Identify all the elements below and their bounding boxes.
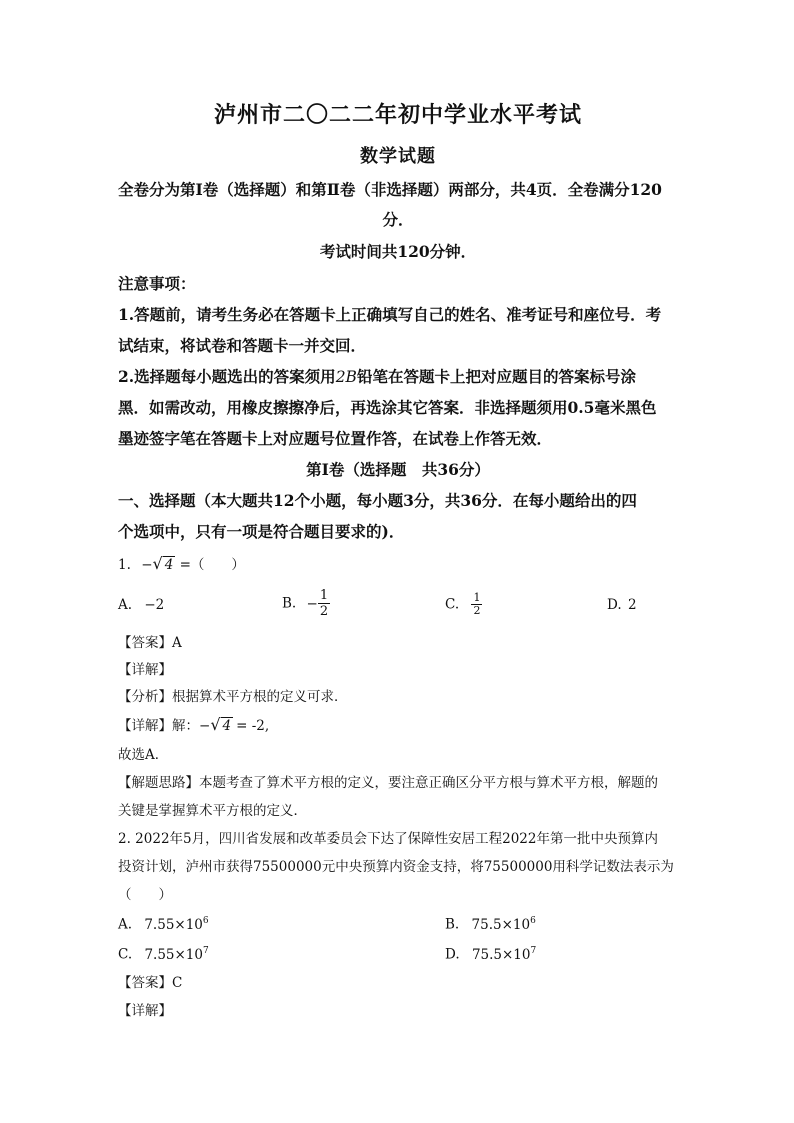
intro-line-1: 全卷分为第Ⅰ卷（选择题）和第Ⅱ卷（非选择题）两部分，共4页．全卷满分120 (118, 180, 662, 199)
q2-option-d-label: D. (445, 946, 460, 963)
q2-detail-tag: 【详解】 (118, 1003, 172, 1019)
q1-option-a-value: −2 (144, 597, 165, 613)
q1-number: 1. (118, 557, 131, 573)
q2-option-a-exponent: 6 (202, 916, 209, 926)
q1-analysis: 【分析】根据算术平方根的定义可求． (118, 689, 348, 705)
pencil-grade: 2B (335, 368, 357, 386)
q1-radicand: 4 (164, 557, 174, 573)
q1-option-c (445, 592, 482, 617)
notice-item2-text-a: 2.选择题每小题选出的答案须用 (118, 367, 336, 386)
notice-item2-line1 (118, 367, 678, 387)
section1-instruction-line2: 个选项中，只有一项是符合题目要求的)． (118, 522, 405, 541)
q1-option-b-sign: − (306, 595, 318, 612)
q1-option-b-denominator: 2 (319, 604, 329, 619)
q2-option-d (445, 946, 536, 963)
q1-solution (118, 716, 678, 735)
q2-option-d-exponent: 7 (530, 946, 537, 956)
q1-stem (118, 555, 678, 574)
q2-option-c (118, 946, 209, 963)
q1-option-a (118, 597, 164, 613)
notice-item1-line2: 试结束，将试卷和答题卡一并交回． (118, 336, 367, 355)
q1-option-b-numerator: 1 (319, 588, 329, 603)
q2-option-a (118, 916, 209, 933)
q1-option-a-label: A. (118, 597, 133, 613)
q2-option-c-exponent: 7 (203, 946, 209, 956)
q1-option-c-numerator: 1 (473, 591, 481, 604)
sqrt-icon: √ (210, 715, 221, 734)
q1-choice: 故选A． (118, 747, 169, 763)
q2-option-a-label: A. (118, 916, 133, 933)
q2-option-c-label: C. (118, 946, 133, 963)
intro-line-2: 分． (382, 210, 414, 229)
q1-option-b-label: B. (282, 595, 297, 612)
q2-option-d-coefficient: 75.5×10 (471, 946, 531, 963)
notice-item2-line2: 黑．如需改动，用橡皮擦擦净后，再选涂其它答案．非选择题须用0.5毫米黑色 (118, 398, 657, 417)
section1-instruction-line1: 一、选择题（本大题共12个小题，每小题3分，共36分．在每小题给出的四 (118, 491, 637, 510)
q2-option-b-label: B. (445, 916, 460, 933)
q1-idea-line1: 【解题思路】本题考查了算术平方根的定义，要注意正确区分平方根与算术平方根，解题的 (118, 775, 658, 791)
q1-option-c-fraction (471, 592, 482, 617)
q1-answer: 【答案】A (118, 635, 182, 651)
q1-radical (153, 555, 176, 574)
q1-suffix: =（ ） (179, 557, 245, 573)
q1-option-c-denominator: 2 (473, 604, 481, 617)
q1-option-b-fraction (318, 588, 330, 619)
notice-item1-line1: 1.答题前，请考生务必在答题卡上正确填写自己的姓名、准考证号和座位号．考 (118, 305, 662, 324)
q2-option-c-coefficient: 7.55×10 (144, 946, 203, 963)
section1-heading: 第Ⅰ卷（选择题 共36分） (306, 460, 490, 479)
q1-solution-radical (210, 716, 233, 735)
exam-subtitle: 数学试题 (360, 146, 436, 167)
q2-option-b (445, 916, 536, 933)
q1-option-d-value: 2 (627, 597, 637, 613)
q1-option-d-label: D. (607, 597, 622, 613)
q2-option-b-exponent: 6 (530, 916, 536, 926)
q1-solution-minus: − (199, 718, 211, 734)
q1-option-c-label: C. (445, 596, 460, 613)
q2-stem-line3: （ ） (118, 887, 172, 903)
intro-line-3: 考试时间共120分钟． (319, 242, 477, 261)
sqrt-icon: √ (152, 554, 163, 573)
notice-item2-line3: 墨迹签字笔在答题卡上对应题号位置作答，在试卷上作答无效． (118, 429, 553, 448)
q2-option-a-coefficient: 7.55×10 (144, 916, 203, 933)
exam-title: 泸州市二〇二二年初中学业水平考试 (213, 102, 582, 128)
q1-option-d (607, 597, 637, 613)
q1-idea-line2: 关键是掌握算术平方根的定义． (118, 803, 307, 819)
q2-stem-line2: 投资计划，泸州市获得75500000元中央预算内资金支持，将75500000用科学记数法表示为 (118, 859, 674, 875)
q2-stem-line1: 2. 2022年5月，四川省发展和改革委员会下达了保障性安居工程2022年第一批中央预算内 (118, 831, 658, 847)
notice-item2-text-b: 铅笔在答题卡上把对应题目的答案标号涂 (356, 367, 636, 386)
q2-option-b-coefficient: 75.5×10 (471, 916, 531, 933)
q1-solution-radicand: 4 (222, 718, 232, 734)
q1-solution-suffix: = -2, (236, 718, 270, 734)
q1-detail-tag: 【详解】 (118, 662, 172, 678)
q2-answer: 【答案】C (118, 975, 183, 991)
q1-solution-prefix: 【详解】解： (118, 718, 199, 734)
q1-minus: − (141, 557, 153, 573)
notice-heading: 注意事项： (118, 274, 196, 293)
q1-option-b (282, 588, 330, 619)
